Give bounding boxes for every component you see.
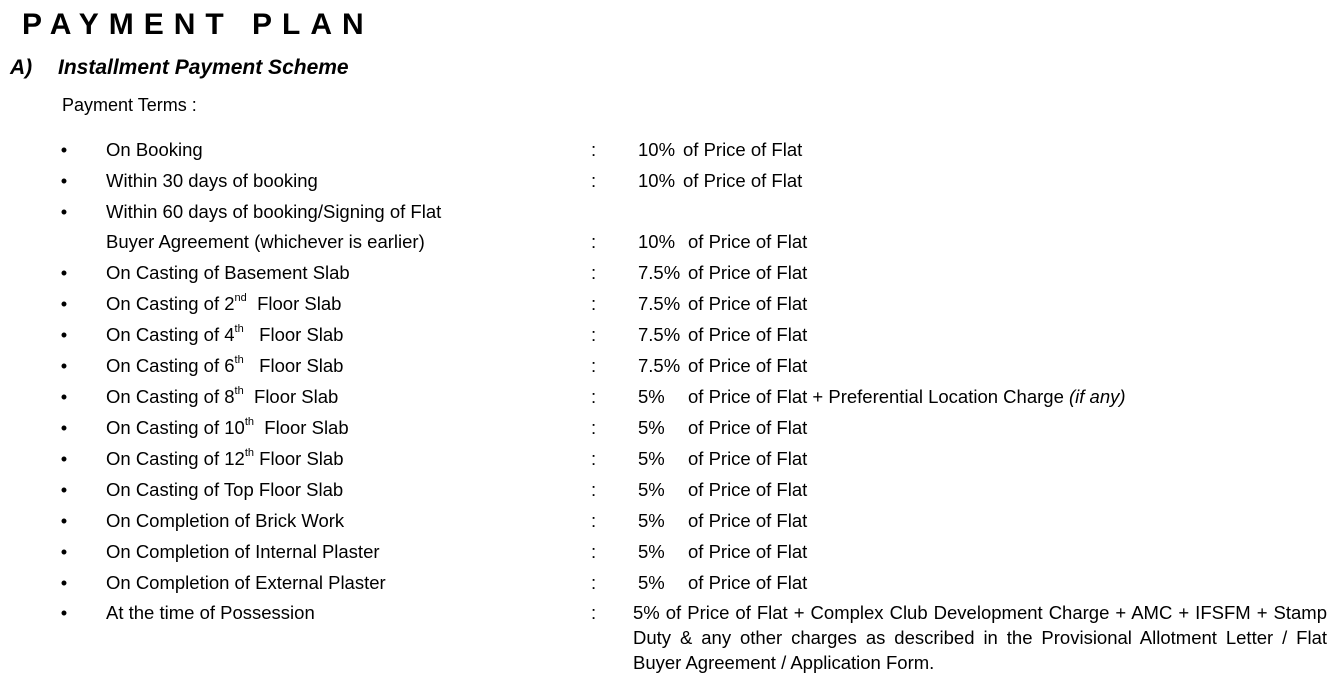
separator-colon: : <box>591 262 597 283</box>
bullet-icon: • <box>60 201 68 222</box>
section-heading <box>10 56 349 80</box>
payment-description: of Price of Flat <box>688 355 808 376</box>
payment-description: of Price of Flat <box>688 572 808 593</box>
payment-description: of Price of Flat <box>688 324 808 345</box>
milestone-label: On Casting of 2nd Floor Slab <box>106 291 342 314</box>
separator-colon: : <box>591 448 597 469</box>
payment-description: of Price of Flat <box>688 231 808 252</box>
payment-description: of Price of Flat <box>688 479 808 500</box>
milestone-label: Within 30 days of booking <box>106 170 318 191</box>
milestone-label: On Casting of 10th Floor Slab <box>106 415 349 438</box>
payment-description: of Price of Flat <box>688 417 808 438</box>
bullet-icon: • <box>60 386 68 407</box>
milestone-label: On Casting of Top Floor Slab <box>106 479 344 500</box>
milestone-label: On Completion of External Plaster <box>106 572 386 593</box>
bullet-icon: • <box>60 262 68 283</box>
payment-description: of Price of Flat <box>688 293 808 314</box>
percentage-value: 5% <box>638 541 665 562</box>
bullet-icon: • <box>60 510 68 531</box>
milestone-label: On Casting of 8th Floor Slab <box>106 384 339 407</box>
bullet-icon: • <box>60 139 68 160</box>
bullet-icon: • <box>60 541 68 562</box>
bullet-icon: • <box>60 355 68 376</box>
bullet-icon: • <box>60 448 68 469</box>
milestone-label: On Casting of 6th Floor Slab <box>106 353 344 376</box>
milestone-label: At the time of Possession <box>106 602 315 623</box>
separator-colon: : <box>591 231 597 252</box>
possession-terms: 5% of Price of Flat + Complex Club Development Charge + AMC + IFSFM + Stamp Duty & any other charges as described in the Provisional Allotment Letter / Flat Buyer Agreement / Application Form. <box>633 602 1327 673</box>
section-title: Installment Payment Scheme <box>58 56 349 79</box>
percentage-value: 5% <box>638 572 665 593</box>
payment-description: of Price of Flat <box>688 510 808 531</box>
milestone-label: Within 60 days of booking/Signing of Flat <box>106 201 442 222</box>
payment-description: of Price of Flat <box>688 262 808 283</box>
page-title: PAYMENT PLAN <box>22 8 374 41</box>
separator-colon: : <box>591 386 597 407</box>
percentage-value: 7.5% <box>638 355 681 376</box>
percentage-value: 5% <box>638 386 665 407</box>
section-letter: A) <box>10 56 33 79</box>
bullet-icon: • <box>60 324 68 345</box>
payment-terms-label: Payment Terms : <box>62 95 197 115</box>
separator-colon: : <box>591 355 597 376</box>
payment-description: of Price of Flat <box>688 448 808 469</box>
milestone-label: On Booking <box>106 139 203 160</box>
percentage-value: 10% <box>638 170 676 191</box>
payment-description: of Price of Flat + Preferential Location Charge (if any) <box>688 386 1126 407</box>
separator-colon: : <box>591 510 597 531</box>
separator-colon: : <box>591 293 597 314</box>
percentage-value: 5% <box>638 510 665 531</box>
separator-colon: : <box>591 479 597 500</box>
separator-colon: : <box>591 541 597 562</box>
milestone-label: Buyer Agreement (whichever is earlier) <box>106 231 425 252</box>
percentage-value: 10% <box>638 139 676 160</box>
payment-description: of Price of Flat <box>688 541 808 562</box>
milestone-label: On Casting of 12th Floor Slab <box>106 446 344 469</box>
separator-colon: : <box>591 417 597 438</box>
bullet-icon: • <box>60 417 68 438</box>
separator-colon: : <box>591 324 597 345</box>
percentage-value: 5% <box>638 448 665 469</box>
bullet-icon: • <box>60 602 68 623</box>
separator-colon: : <box>591 572 597 593</box>
percentage-value: 5% <box>638 479 665 500</box>
milestone-label: On Casting of 4th Floor Slab <box>106 322 344 345</box>
separator-colon: : <box>591 170 597 191</box>
separator-colon: : <box>591 139 597 160</box>
percentage-value: 7.5% <box>638 324 681 345</box>
bullet-icon: • <box>60 572 68 593</box>
milestone-label: On Casting of Basement Slab <box>106 262 350 283</box>
bullet-icon: • <box>60 479 68 500</box>
percentage-value: 7.5% <box>638 262 681 283</box>
milestone-label: On Completion of Brick Work <box>106 510 345 531</box>
bullet-icon: • <box>60 170 68 191</box>
payment-description: of Price of Flat <box>683 170 803 191</box>
percentage-value: 5% <box>638 417 665 438</box>
percentage-value: 10% <box>638 231 676 252</box>
payment-description: of Price of Flat <box>683 139 803 160</box>
percentage-value: 7.5% <box>638 293 681 314</box>
milestone-label: On Completion of Internal Plaster <box>106 541 380 562</box>
bullet-icon: • <box>60 293 68 314</box>
separator-colon: : <box>591 602 597 623</box>
